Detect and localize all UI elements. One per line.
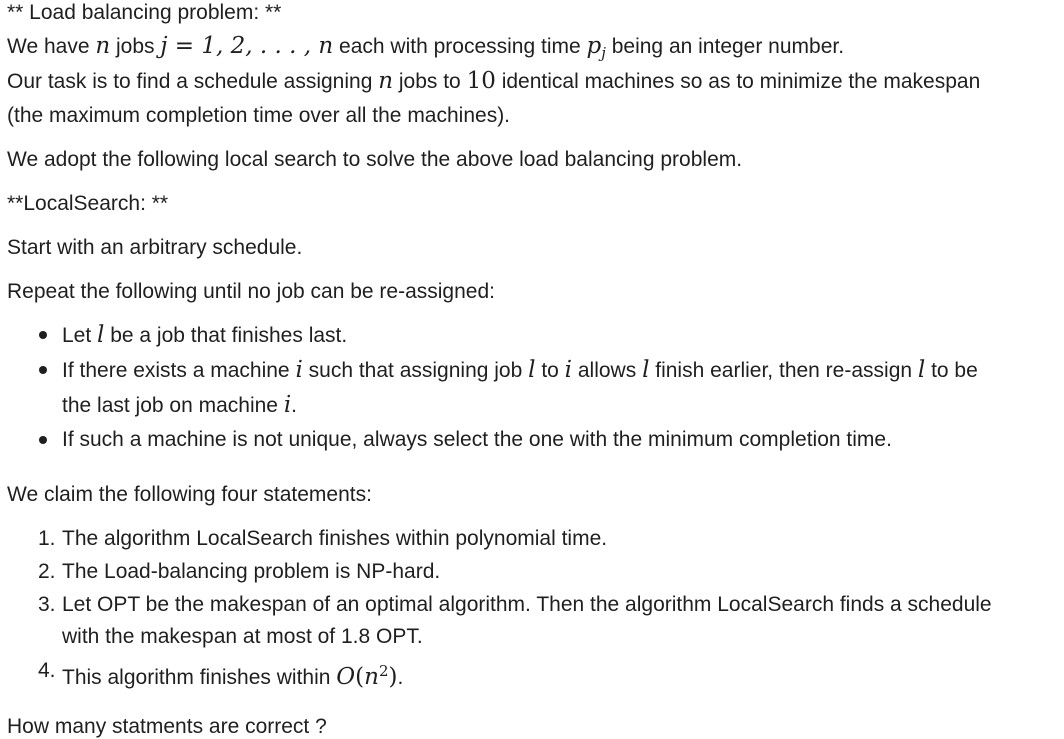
- text: with the makespan at most of 1.8 OPT.: [62, 625, 423, 648]
- claim-number-1: [38, 526, 56, 552]
- claim-3-continued: [62, 624, 423, 650]
- text: If there exists a machine: [62, 359, 296, 382]
- claim-number-3: [38, 592, 56, 618]
- text: jobs to: [393, 70, 467, 93]
- text: Let: [62, 324, 98, 347]
- text: to: [535, 359, 565, 382]
- math-l: l: [528, 357, 536, 383]
- text: 1.: [38, 527, 56, 550]
- text: jobs: [110, 35, 161, 58]
- claim-number-4: [38, 658, 56, 684]
- text: The algorithm LocalSearch finishes within polynomial time.: [62, 527, 608, 550]
- text: This algorithm finishes within: [62, 666, 337, 689]
- text: each with processing time: [333, 35, 587, 58]
- algorithm-repeat: [7, 279, 495, 305]
- text: We adopt the following local search to solve the above load balancing problem.: [7, 148, 743, 171]
- text: Let OPT be the makespan of an optimal algorithm. Then the algorithm LocalSearch finds a schedule: [62, 593, 992, 616]
- text: 2.: [38, 560, 56, 583]
- text: the last job on machine: [62, 394, 284, 417]
- math-big-o: O: [336, 664, 356, 690]
- math-l: l: [917, 357, 926, 383]
- text: to be: [925, 359, 978, 382]
- math-n: n: [364, 664, 379, 690]
- bullet-item-1: [62, 322, 347, 349]
- math-i: i: [564, 357, 573, 383]
- text: 3.: [38, 593, 56, 616]
- claim-3: [62, 592, 992, 618]
- question-text: How many statments are correct ?: [7, 715, 327, 738]
- math-l: l: [642, 357, 650, 383]
- text: finish earlier, then re-assign: [649, 359, 918, 382]
- text: allows: [572, 359, 643, 382]
- math-p: p: [586, 33, 602, 59]
- text: Start with an arbitrary schedule.: [7, 236, 303, 259]
- problem-heading-text: ** Load balancing problem: **: [7, 1, 282, 24]
- text: .: [291, 394, 298, 417]
- bullet-dot: [39, 436, 47, 444]
- problem-line-3: [7, 103, 510, 129]
- math-n: n: [378, 68, 394, 94]
- math-p-subscript: j: [601, 44, 606, 63]
- text: We have: [7, 35, 96, 58]
- text: .: [397, 666, 404, 689]
- bullet-dot: [39, 331, 47, 339]
- math-n: n: [95, 33, 111, 59]
- math-i: i: [295, 357, 303, 383]
- problem-heading: [7, 0, 281, 26]
- text: being an integer number.: [605, 35, 845, 58]
- problem-line-4: [7, 147, 742, 173]
- problem-line-2: [7, 68, 980, 95]
- algorithm-start: [7, 235, 302, 261]
- math-job-range: j = 1, 2, . . . , n: [160, 33, 334, 59]
- claim-1: [62, 526, 607, 552]
- text: identical machines so as to minimize the makespan: [495, 70, 981, 93]
- claim-4: [62, 658, 403, 691]
- bullet-item-2: [62, 357, 978, 384]
- claim-number-2: [38, 559, 56, 585]
- question: [7, 714, 327, 739]
- text: The Load-balancing problem is NP-hard.: [62, 560, 441, 583]
- algorithm-heading: [7, 191, 168, 217]
- math-ten: 10: [466, 68, 496, 94]
- text: Our task is to find a schedule assigning: [7, 70, 379, 93]
- bullet-item-3: [62, 427, 892, 453]
- math-exponent: 2: [378, 662, 389, 680]
- math-i: i: [283, 392, 292, 418]
- text: Repeat the following until no job can be re-assigned:: [7, 280, 495, 303]
- text: be a job that finishes last.: [104, 324, 348, 347]
- text: If such a machine is not unique, always select the one with the minimum completion time.: [62, 428, 892, 451]
- bullet-dot: [39, 366, 47, 374]
- claim-2: [62, 559, 440, 585]
- text: We claim the following four statements:: [7, 483, 372, 506]
- problem-line-1: [7, 33, 844, 66]
- text: 4.: [38, 659, 56, 682]
- math-paren: (: [355, 664, 365, 690]
- text: such that assigning job: [302, 359, 529, 382]
- algorithm-heading-text: **LocalSearch: **: [7, 192, 169, 215]
- math-l: l: [97, 322, 105, 348]
- math-paren: ): [388, 664, 398, 690]
- bullet-item-2-continued: [62, 392, 297, 419]
- claims-intro: [7, 482, 372, 508]
- text: (the maximum completion time over all the machines).: [7, 104, 511, 127]
